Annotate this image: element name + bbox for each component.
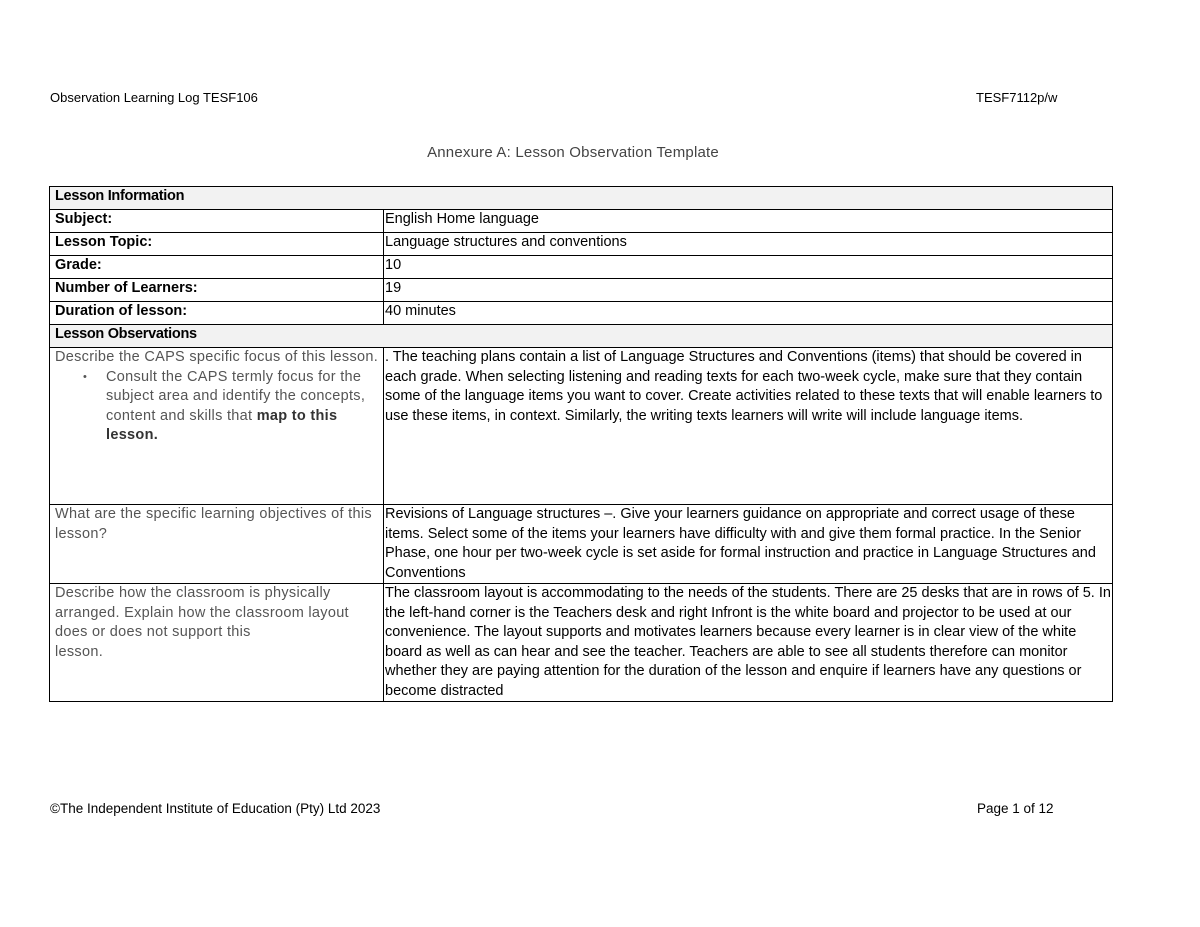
info-row-duration [50,302,1113,325]
question-text-end: lesson. [55,643,104,660]
observation-question: What are the specific learning objectives of this lesson? [50,505,384,584]
question-text: Describe the CAPS specific focus of this lesson. [55,349,379,365]
section-label: Lesson Observations [50,325,1113,348]
observation-question [50,348,384,505]
lesson-observation-table [49,186,1113,702]
info-value: 19 [384,279,1113,302]
footer-copyright: ©The Independent Institute of Education (Pty) Ltd 2023 [50,801,381,816]
info-row-lesson-topic [50,233,1113,256]
section-label: Lesson Information [50,187,1113,210]
bullet-text: Consult the CAPS termly focus for the subject area and identify the concepts, content and skills that [106,368,366,424]
header-course-title: Observation Learning Log TESF106 [50,90,258,105]
info-value: 40 minutes [384,302,1113,325]
observation-answer: . The teaching plans contain a list of Language Structures and Conventions (items) that should be covered in each grade. When selecting listening and reading texts for each two-week cycle, make sure that they contain some of the language items you want to cover. Create activities related to these texts that will enable learners to use these items, in context. Similarly, the writing texts learners will write will include language items. [384,348,1113,505]
info-value: English Home language [384,210,1113,233]
bullet-icon: • [83,370,88,383]
observation-answer: The classroom layout is accommodating to the needs of the students. There are 25 desks that are in rows of 5. In the left-hand corner is the Teachers desk and right Infront is the white board and projector to be used at our convenience. The layout supports and motivates learners because every learner is in clear view of the white board as well as can hear and see the teacher. Teachers are able to see all students therefore can monitor whether they are paying attention for the duration of the lesson and enquire if learners have any questions or become distracted [384,584,1113,702]
question-bullet-item [78,368,383,446]
footer-page-number: Page 1 of 12 [977,801,1054,816]
question-text: Describe how the classroom is physically arranged. Explain how the classroom layout does or does not support this [55,585,349,640]
section-header-lesson-information [50,187,1113,210]
header-course-code: TESF7112p/w [976,90,1058,105]
observation-answer: Revisions of Language structures –. Give your learners guidance on appropriate and correct usage of these items. Select some of the items your learners have difficulty with and give them formal practice. In the Senior Phase, one hour per two-week cycle is set aside for formal instruction and practice in Language Structures and Conventions [384,505,1113,584]
info-label: Number of Learners: [50,279,384,302]
page-title: Annexure A: Lesson Observation Template [427,144,719,161]
info-label: Subject: [50,210,384,233]
observation-question [50,584,384,702]
observation-row-classroom-layout [50,584,1113,702]
info-label: Grade: [50,256,384,279]
info-row-grade [50,256,1113,279]
info-label: Duration of lesson: [50,302,384,325]
observation-row-learning-objectives [50,505,1113,584]
section-header-lesson-observations [50,325,1113,348]
info-value: Language structures and conventions [384,233,1113,256]
info-label: Lesson Topic: [50,233,384,256]
info-row-subject [50,210,1113,233]
info-row-number-of-learners [50,279,1113,302]
observation-row-caps-focus [50,348,1113,505]
bullet-emphasis: map to this lesson. [106,407,338,443]
question-bullet-list [55,368,383,446]
info-value: 10 [384,256,1113,279]
